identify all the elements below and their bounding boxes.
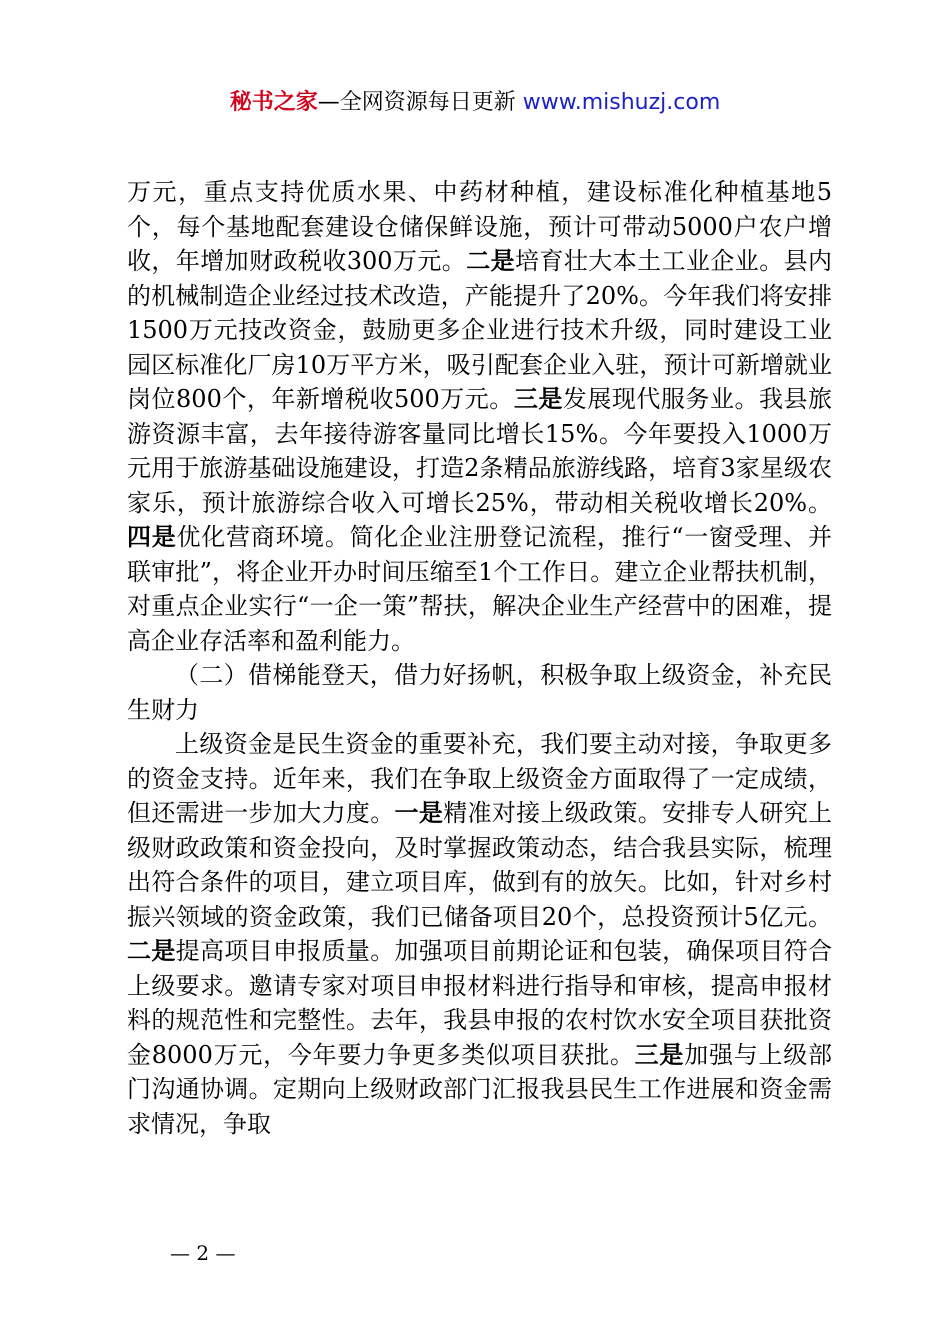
page-number: — 2 — xyxy=(170,1241,236,1265)
paragraph xyxy=(127,175,832,658)
paragraph-text: 精准对接上级政策。安排专人研究上级财政政策和资金投向，及时掌握政策动态，结合我县实际，梳理出符合条件的项目，建立项目库，做到有的放矢。比如，针对乡村振兴领域的资金政策，我们已储备项目20个，总投资预计5亿元。 xyxy=(127,799,833,931)
bold-lead: 二是 xyxy=(466,246,516,275)
page-header xyxy=(0,88,950,118)
bold-lead: 四是 xyxy=(127,522,177,551)
paragraph xyxy=(127,727,832,1141)
paragraph xyxy=(127,658,832,727)
paragraph-text: 发展现代服务业。我县旅游资源丰富，去年接待游客量同比增长15%。今年要投入1000万元用于旅游基础设施建设，打造2条精品旅游线路，培育3家星级农家乐，预计旅游综合收入可增长25%，带动相关税收增长20%。 xyxy=(127,385,833,517)
paragraph-text: 上级资金是民生资金的重要补充，我们要主动对接，争取更多的资金支持。近年来，我们在争取上级资金方面取得了一定成绩，但还需进一步加大力度。 xyxy=(127,730,832,827)
site-url[interactable]: www.mishuzj.com xyxy=(522,90,721,115)
paragraph-text: 提高项目申报质量。加强项目前期论证和包装，确保项目符合上级要求。邀请专家对项目申报材料进行指导和审核，提高申报材料的规范性和完整性。去年，我县申报的农村饮水安全项目获批资金8000万元，今年要力争更多类似项目获批。 xyxy=(127,937,833,1069)
header-slogan: —全网资源每日更新 xyxy=(317,90,516,115)
bold-lead: 一是 xyxy=(394,798,444,827)
paragraph-text: 加强与上级部门沟通协调。定期向上级财政部门汇报我县民生工作进展和资金需求情况，争取 xyxy=(127,1040,833,1138)
paragraph-text: 优化营商环境。简化企业注册登记流程，推行“一窗受理、并联审批”，将企业开办时间压缩至1个工作日。建立企业帮扶机制，对重点企业实行“一企一策”帮扶，解决企业生产经营中的困难，提高企业存活率和盈利能力。 xyxy=(127,523,832,655)
body-text xyxy=(127,175,832,1141)
brand-name: 秘书之家 xyxy=(229,90,318,115)
bold-lead: 三是 xyxy=(634,1039,685,1069)
paragraph-text: （二）借梯能登天，借力好扬帆，积极争取上级资金，补充民生财力 xyxy=(127,661,832,724)
paragraph-text: 培育壮大本土工业企业。县内的机械制造企业经过技术改造，产能提升了20%。今年我们将安排1500万元技改资金，鼓励更多企业进行技术升级，同时建设工业园区标准化厂房10万平方米，吸引配套企业入驻，预计可新增就业岗位800个，年新增税收500万元。 xyxy=(127,247,833,413)
bold-lead: 二是 xyxy=(127,936,176,965)
paragraph-text: 万元，重点支持优质水果、中药材种植，建设标准化种植基地5个，每个基地配套建设仓储保鲜设施，预计可带动5000户农户增收，年增加财政税收300万元。 xyxy=(127,178,832,275)
bold-lead: 三是 xyxy=(513,384,563,413)
